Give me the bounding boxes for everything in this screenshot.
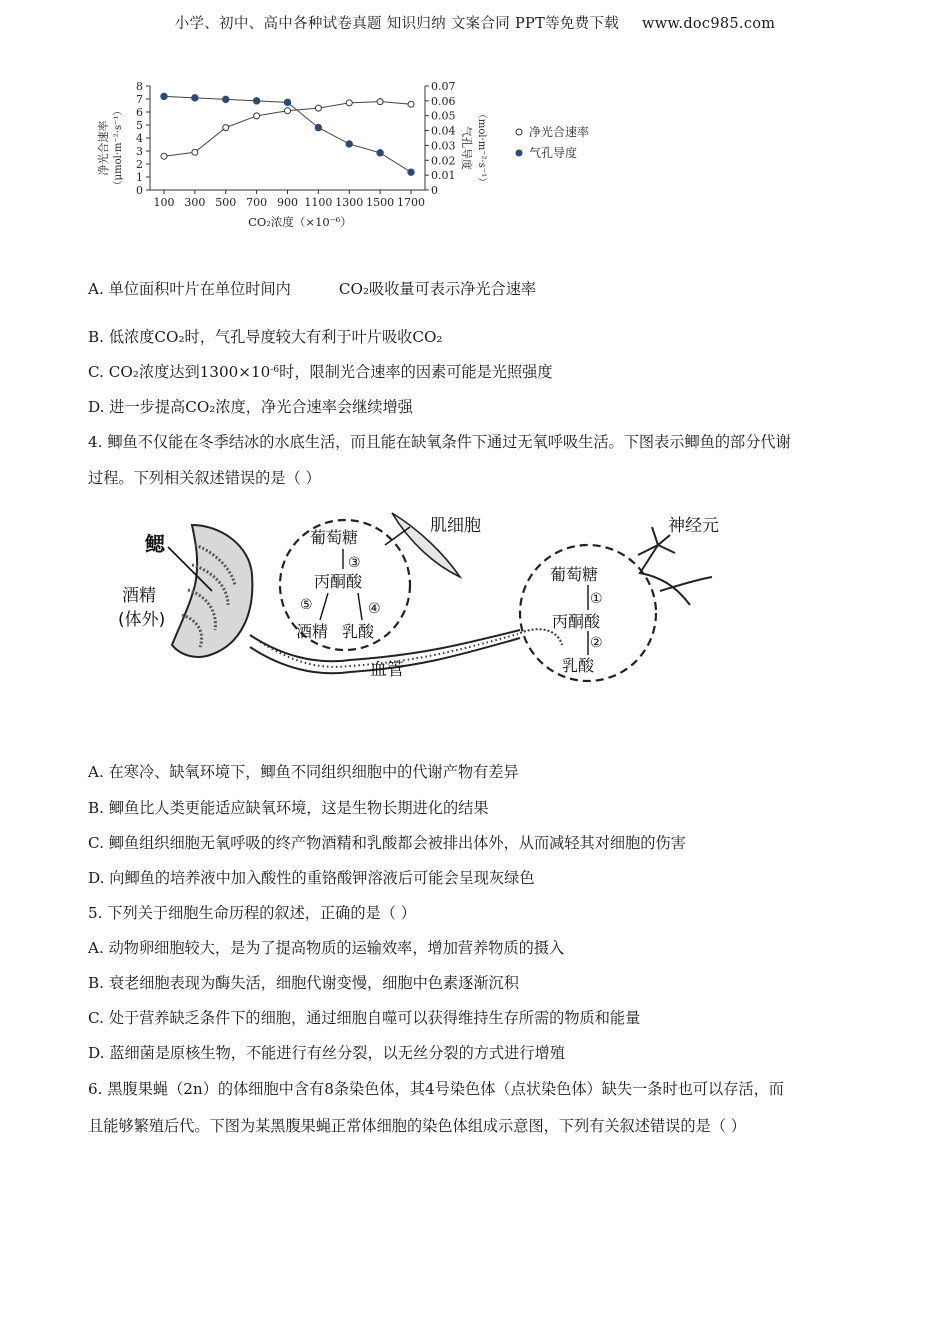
chart-ylabel-left-1: 净光合速率: [97, 120, 110, 176]
y-tick-label-right: 0.04: [431, 124, 456, 138]
stomatal-conductance-point: [408, 169, 414, 175]
net-photosynthesis-point: [223, 125, 229, 131]
y-tick-label-right: 0.02: [431, 154, 456, 168]
q3-option-c-sup: -6: [270, 365, 280, 375]
net-photosynthesis-point: [254, 113, 260, 119]
q4-stem-line-2: 过程。下列相关叙述错误的是（ ）: [88, 469, 321, 487]
q5-stem: 5. 下列关于细胞生命历程的叙述，正确的是（ ）: [88, 904, 416, 922]
q4-option-b: B. 鲫鱼比人类更能适应缺氧环境，这是生物长期进化的结果: [88, 799, 489, 817]
legend-marker-stomatal-conductance: [516, 150, 522, 156]
y-tick-label-left: 2: [136, 158, 143, 171]
stomatal-conductance-point: [346, 141, 352, 147]
label-alcohol-outside-1: 酒精: [122, 586, 156, 606]
label-n4: ④: [368, 601, 381, 617]
stomatal-conductance-point: [161, 93, 167, 99]
label-gill: 鳃: [145, 532, 165, 556]
y-tick-label-right: 0.05: [431, 109, 456, 123]
net-photosynthesis-point: [377, 99, 383, 105]
net-photosynthesis-point: [161, 153, 167, 159]
chart-ylabel-right-2: （mol·m⁻²·s⁻¹）: [476, 108, 487, 188]
q3-option-b: B. 低浓度CO₂时，气孔导度较大有利于叶片吸收CO₂: [88, 328, 443, 346]
arrow-4: [358, 593, 362, 620]
net-photosynthesis-point: [285, 108, 291, 114]
stomatal-conductance-point: [253, 98, 259, 104]
gill-shape: [172, 525, 252, 657]
label-glucose-1: 葡萄糖: [310, 528, 359, 547]
label-glucose-2: 葡萄糖: [550, 565, 599, 584]
page-header: [0, 12, 950, 33]
blood-vessel: [250, 630, 520, 661]
label-blood-vessel: 血管: [370, 660, 404, 680]
q3-option-c: [88, 361, 553, 382]
stomatal-conductance-point: [377, 150, 383, 156]
q3-option-c-post: 时，限制光合速率的因素可能是光照强度: [279, 363, 553, 381]
q5-option-d: D. 蓝细菌是原核生物，不能进行有丝分裂，以无丝分裂的方式进行增殖: [88, 1044, 565, 1062]
co2-chart: [95, 70, 615, 240]
chart-ylabel-right-1: 气孔导度: [460, 126, 473, 170]
net-photosynthesis-point: [346, 100, 352, 106]
header-url[interactable]: www.doc985.com: [642, 16, 776, 32]
stomatal-conductance-point: [192, 95, 198, 101]
x-tick-label: 100: [153, 196, 175, 209]
label-pyruvate-1: 丙酮酸: [314, 572, 363, 591]
y-tick-label-left: 7: [136, 93, 143, 106]
label-n2: ②: [590, 635, 603, 651]
y-tick-label-right: 0: [431, 184, 438, 197]
legend-marker-net-photosynthesis: [516, 129, 522, 135]
y-tick-label-left: 4: [136, 132, 143, 145]
y-tick-label-left: 0: [136, 184, 143, 197]
y-tick-label-right: 0.06: [431, 94, 456, 108]
y-tick-label-left: 8: [136, 80, 143, 93]
x-tick-label: 900: [277, 196, 298, 209]
arrow-5: [320, 593, 328, 620]
x-tick-label: 700: [246, 196, 268, 209]
label-alcohol-inner: 酒精: [296, 622, 329, 641]
x-tick-label: 1100: [304, 196, 333, 209]
net-photosynthesis-point: [192, 149, 198, 155]
net-photosynthesis-point: [315, 105, 321, 111]
y-tick-label-left: 5: [136, 119, 143, 132]
q5-option-c: C. 处于营养缺乏条件下的细胞，通过细胞自噬可以获得维持生存所需的物质和能量: [88, 1009, 641, 1027]
label-n5: ⑤: [300, 597, 313, 613]
q3-option-d: D. 进一步提高CO₂浓度，净光合速率会继续增强: [88, 398, 413, 416]
chart-ylabel-left-2: （μmol·m⁻²·s⁻¹）: [113, 105, 124, 191]
legend-label-net-photosynthesis: 净光合速率: [529, 125, 590, 139]
q4-option-a: A. 在寒冷、缺氧环境下，鲫鱼不同组织细胞中的代谢产物有差异: [88, 763, 519, 781]
y-tick-label-right: 0.07: [431, 80, 456, 93]
stomatal-conductance-point: [223, 96, 229, 102]
y-tick-label-left: 3: [136, 145, 143, 158]
label-n3: ③: [348, 555, 361, 571]
label-lactic-2: 乳酸: [562, 656, 595, 675]
header-text: 小学、初中、高中各种试卷真题 知识归纳 文案合同 PPT等免费下载: [174, 16, 620, 32]
q6-stem-line-2: 且能够繁殖后代。下图为某黑腹果蝇正常体细胞的染色体组成示意图，下列有关叙述错误的是（ ）: [88, 1117, 746, 1135]
q3-option-a: [88, 278, 536, 299]
x-tick-label: 500: [215, 196, 237, 209]
x-tick-label: 1300: [335, 196, 364, 209]
label-lactic-1: 乳酸: [342, 622, 375, 641]
label-alcohol-outside-2: (体外): [118, 610, 166, 630]
label-pyruvate-2: 丙酮酸: [552, 612, 601, 631]
label-n1: ①: [590, 591, 603, 607]
q5-option-b: B. 衰老细胞表现为酶失活，细胞代谢变慢，细胞中色素逐渐沉积: [88, 974, 519, 992]
q3-option-a-rest: CO₂吸收量可表示净光合速率: [338, 280, 537, 298]
y-tick-label-right: 0.01: [431, 169, 456, 183]
y-tick-label-left: 1: [136, 171, 143, 184]
legend-label-stomatal-conductance: 气孔导度: [529, 146, 578, 160]
q3-option-a-label: A. 单位面积叶片在单位时间内: [88, 280, 291, 298]
y-tick-label-left: 6: [136, 106, 143, 119]
label-muscle-cell: 肌细胞: [430, 516, 481, 536]
stomatal-conductance-point: [284, 99, 290, 105]
x-tick-label: 1500: [366, 196, 395, 209]
net-photosynthesis-point: [408, 101, 414, 107]
q4-option-c: C. 鲫鱼组织细胞无氧呼吸的终产物酒精和乳酸都会被排出体外，从而减轻其对细胞的伤害: [88, 834, 686, 852]
q4-stem-line-1: 4. 鲫鱼不仅能在冬季结冰的水底生活，而且能在缺氧条件下通过无氧呼吸生活。下图表示鲫鱼的部分代谢: [88, 433, 791, 451]
neuron-shape: [638, 527, 690, 605]
q3-option-c-pre: C. CO₂浓度达到1300×10: [88, 363, 271, 381]
chart-xlabel: CO₂浓度（×10⁻⁶）: [248, 215, 352, 229]
stomatal-conductance-point: [315, 124, 321, 130]
label-neuron: 神经元: [668, 516, 719, 536]
q6-stem-line-1: 6. 黑腹果蝇（2n）的体细胞中含有8条染色体，其4号染色体（点状染色体）缺失一条时也可以存活，而: [88, 1080, 784, 1098]
q4-option-d: D. 向鲫鱼的培养液中加入酸性的重铬酸钾溶液后可能会呈现灰绿色: [88, 869, 535, 887]
x-tick-label: 1700: [397, 196, 425, 209]
x-tick-label: 300: [184, 196, 206, 209]
y-tick-label-right: 0.03: [431, 139, 456, 153]
carp-metabolism-figure: [100, 505, 760, 695]
q5-option-a: A. 动物卵细胞较大，是为了提高物质的运输效率，增加营养物质的摄入: [88, 939, 565, 957]
